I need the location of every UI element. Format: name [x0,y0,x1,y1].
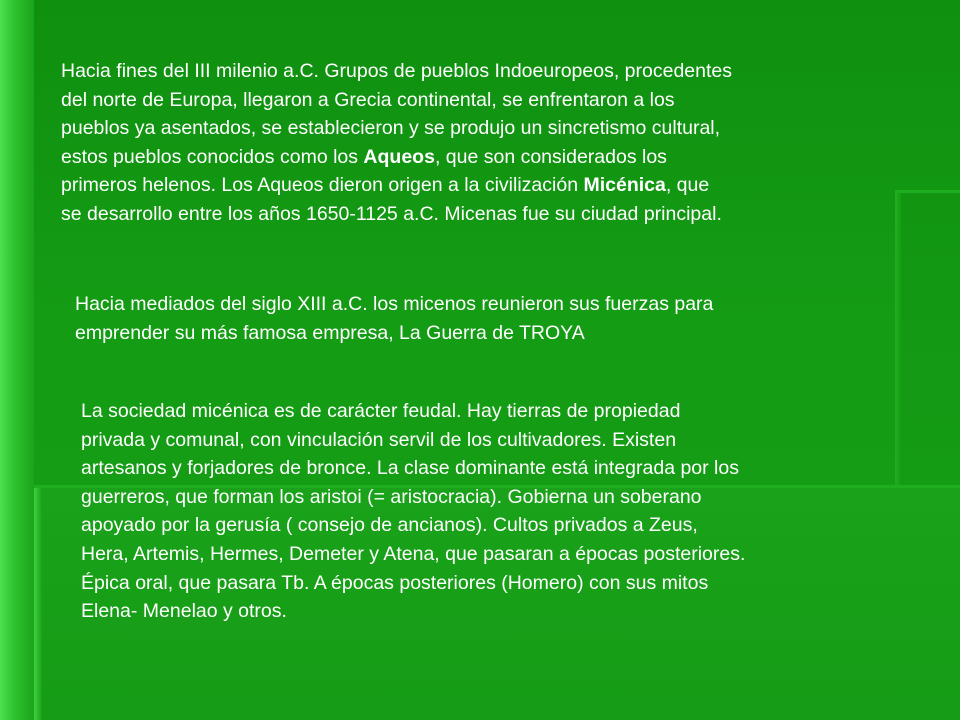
text-segment: , que [665,174,710,197]
background-top-line [895,190,960,193]
text-line: La sociedad micénica es de carácter feudal. Hay tierras de propiedad [81,400,681,422]
text-segment: , que son considerados los [434,145,667,168]
text-line: Épica oral, que pasara Tb. A épocas posteriores (Homero) con sus mitos [81,571,709,594]
text-segment: primeros helenos. Los Aqueos dieron origen a la civilización [61,174,584,197]
text-segment: estos pueblos conocidos como los [61,145,364,168]
text-line: apoyado por la gerusía ( consejo de ancianos). Cultos privados a Zeus, [81,514,698,537]
text-line [61,143,901,172]
text-line: artesanos y forjadores de bronce. La clase dominante está integrada por los [81,457,739,480]
text-line: del norte de Europa, llegaron a Grecia continental, se enfrentaron a los [61,88,675,111]
paragraph-troya [75,290,875,347]
background-lower-shade [34,485,42,720]
text-line: pueblos ya asentados, se establecieron y se produjo un sincretismo cultural, [61,117,721,140]
term-micenica: Micénica [583,174,666,197]
paragraph-aqueos [61,57,901,229]
text-line: Hacia mediados del siglo XIII a.C. los micenos reunieron sus fuerzas para [75,293,714,315]
text-line: privada y comunal, con vinculación servil de los cultivadores. Existen [81,428,677,451]
text-line: emprender su más famosa empresa, La Guerra de TROYA [75,321,585,344]
text-line: se desarrollo entre los años 1650-1125 a.C. Micenas fue su ciudad principal. [61,202,722,225]
text-line: Elena- Menelao y otros. [81,600,287,623]
paragraph-sociedad [81,397,916,626]
text-line: Hacia fines del III milenio a.C. Grupos de pueblos Indoeuropeos, procedentes [61,60,732,82]
text-line: guerreros, que forman los aristoi (= aristocracia). Gobierna un soberano [81,485,702,508]
term-aqueos: Aqueos [363,145,435,168]
text-line: Hera, Artemis, Hermes, Demeter y Atena, que pasaran a épocas posteriores. [81,542,746,565]
text-line [61,171,901,200]
background-left-bar [0,0,34,720]
